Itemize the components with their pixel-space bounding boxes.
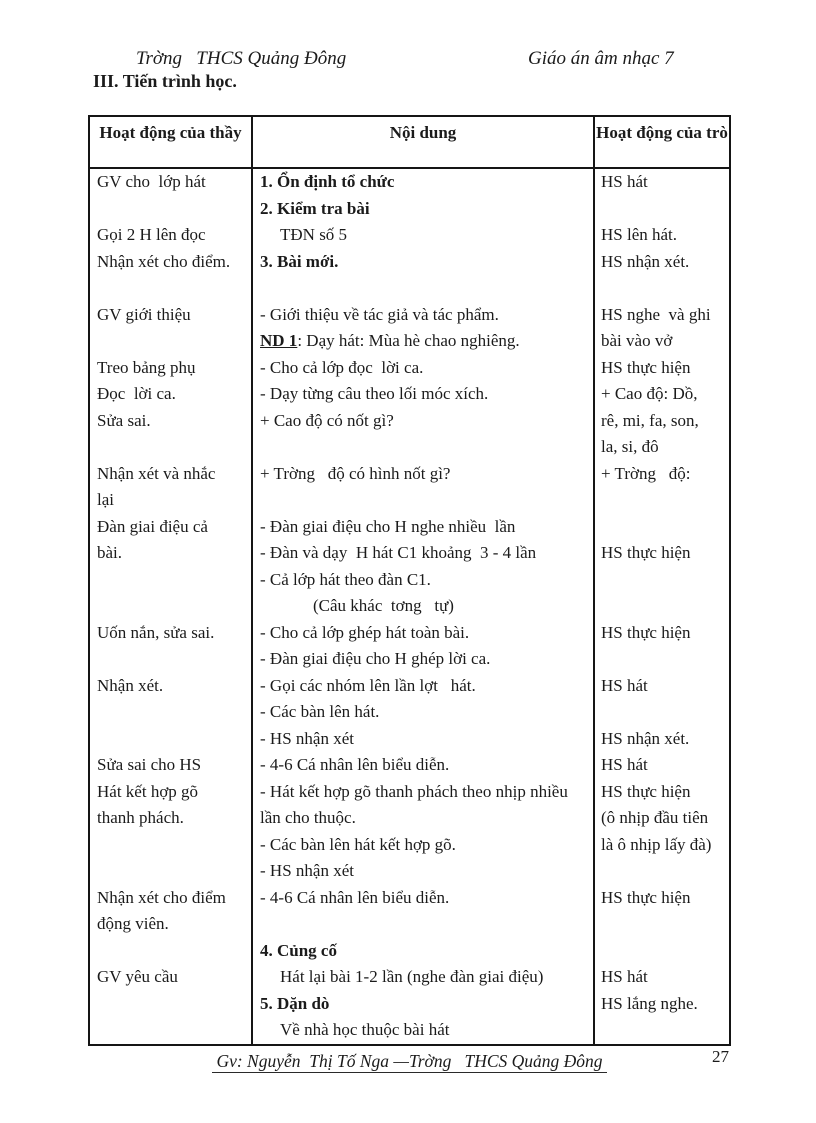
teacher-activity-cell (90, 593, 253, 620)
student-activity-cell: HS thực hiện (601, 543, 691, 562)
teacher-activity-cell: Nhận xét cho điểm (90, 885, 253, 912)
teacher-activity-cell: Nhận xét và nhắc (90, 461, 253, 488)
content-cell: - 4-6 Cá nhân lên biểu diễn. (253, 885, 595, 912)
student-activity-cell (595, 593, 729, 620)
table-row (90, 620, 729, 647)
table-row (90, 832, 729, 859)
column-header-student: Hoạt động của trò (596, 123, 728, 142)
content-cell: - Đàn giai điệu cho H nghe nhiều lần (253, 514, 595, 541)
student-activity-cell: la, si, đô (601, 437, 659, 456)
student-activity-cell: HS nghe và ghi (601, 304, 711, 324)
teacher-activity-cell: GV giới thiệu (90, 302, 253, 329)
student-activity-cell (595, 487, 729, 514)
table-row (90, 885, 729, 912)
table-row (90, 328, 729, 355)
content-cell: (Câu khác tơng tự) (253, 593, 595, 620)
student-activity-cell (595, 699, 729, 726)
teacher-activity-cell (90, 938, 253, 965)
table-row (90, 408, 729, 435)
student-activity-cell: HS thực hiện (601, 781, 691, 801)
student-activity-cell: bài vào vở (601, 331, 673, 350)
table-row (90, 567, 729, 594)
teacher-activity-cell (90, 275, 253, 302)
content-cell (253, 911, 595, 938)
student-activity-cell: rê, mi, fa, son, (601, 410, 699, 430)
student-activity-cell (595, 858, 729, 885)
table-row (90, 381, 729, 408)
teacher-activity-cell: GV yêu cầu (90, 964, 253, 991)
teacher-activity-cell: Đàn giai điệu cả (90, 514, 253, 541)
teacher-activity-cell: Sửa sai. (90, 408, 253, 435)
student-activity-cell: HS hát (601, 675, 648, 695)
student-activity-cell: HS hát (601, 172, 648, 191)
content-cell (253, 487, 595, 514)
footer-author-line: Gv: Nguyễn Thị Tố Nga —Trờng THCS Quảng Đông (212, 1051, 606, 1073)
teacher-activity-cell (90, 1017, 253, 1044)
content-cell: - Hát kết hợp gõ thanh phách theo nhịp nhiều (253, 779, 595, 806)
content-cell: TĐN số 5 (253, 222, 595, 249)
teacher-activity-cell (90, 196, 253, 223)
student-activity-cell: HS thực hiện (601, 357, 691, 377)
content-cell: 1. Ổn định tổ chức (253, 169, 595, 196)
student-activity-cell (595, 196, 729, 223)
teacher-activity-cell (90, 328, 253, 355)
table-row (90, 487, 729, 514)
student-activity-cell: HS lên hát. (601, 225, 678, 244)
student-activity-cell (595, 938, 729, 965)
student-activity-cell: + Trờng độ: (601, 463, 691, 483)
section-title: III. Tiến trình học. (93, 71, 237, 91)
content-cell: - Các bàn lên hát kết hợp gõ. (253, 832, 595, 859)
table-row (90, 858, 729, 885)
content-cell: - Gọi các nhóm lên lần lợt hát. (253, 673, 595, 700)
teacher-activity-cell (90, 858, 253, 885)
student-activity-cell: HS nhận xét. (601, 728, 690, 748)
table-row (90, 673, 729, 700)
table-row (90, 911, 729, 938)
table-row (90, 964, 729, 991)
teacher-activity-cell (90, 726, 253, 753)
student-activity-cell: HS thực hiện (601, 887, 691, 907)
teacher-activity-cell (90, 699, 253, 726)
table-row (90, 514, 729, 541)
teacher-activity-cell: Đọc lời ca. (90, 381, 253, 408)
teacher-activity-cell: lại (90, 487, 253, 514)
student-activity-cell: HS hát (601, 755, 648, 774)
content-cell: - Cả lớp hát theo đàn C1. (253, 567, 595, 594)
content-cell: - Cho cả lớp đọc lời ca. (253, 355, 595, 382)
table-row (90, 726, 729, 753)
content-cell: lần cho thuộc. (253, 805, 595, 832)
teacher-activity-cell (90, 434, 253, 461)
table-row (90, 938, 729, 965)
teacher-activity-cell: Nhận xét cho điểm. (90, 249, 253, 276)
content-cell (253, 434, 595, 461)
student-activity-cell (595, 514, 729, 541)
table-row (90, 249, 729, 276)
table-row (90, 991, 729, 1018)
school-name: Trờng THCS Quảng Đông (136, 48, 347, 69)
content-cell: + Cao độ có nốt gì? (253, 408, 595, 435)
content-cell (253, 275, 595, 302)
teacher-activity-cell: Treo bảng phụ (90, 355, 253, 382)
content-cell: - Các bàn lên hát. (253, 699, 595, 726)
teacher-activity-cell (90, 567, 253, 594)
table-header-row (90, 117, 729, 169)
table-row (90, 593, 729, 620)
table-row (90, 169, 729, 196)
lesson-activities-table (88, 115, 731, 1046)
content-cell: - HS nhận xét (253, 858, 595, 885)
content-cell: Hát lại bài 1-2 lần (nghe đàn giai điệu) (253, 964, 595, 991)
content-cell: 5. Dặn dò (253, 991, 595, 1018)
lesson-table-body (90, 169, 729, 1044)
student-activity-cell: + Cao độ: Dồ, (601, 384, 698, 403)
document-title: Giáo án âm nhạc 7 (528, 48, 674, 69)
content-underlined-heading: ND 1 (260, 331, 298, 350)
teacher-activity-cell (90, 646, 253, 673)
content-cell: - Dạy từng câu theo lối móc xích. (253, 381, 595, 408)
student-activity-cell: HS thực hiện (601, 622, 691, 642)
table-row (90, 275, 729, 302)
content-cell: 3. Bài mới. (253, 249, 595, 276)
teacher-activity-cell: bài. (90, 540, 253, 567)
teacher-activity-cell: Uốn nắn, sửa sai. (90, 620, 253, 647)
content-cell: - Cho cả lớp ghép hát toàn bài. (253, 620, 595, 647)
table-row (90, 699, 729, 726)
student-activity-cell (595, 1017, 729, 1044)
student-activity-cell (595, 911, 729, 938)
table-row (90, 434, 729, 461)
column-header-teacher: Hoạt động của thầy (90, 117, 253, 167)
student-activity-cell (595, 275, 729, 302)
student-activity-cell (595, 567, 729, 594)
content-cell: - Đàn giai điệu cho H ghép lời ca. (253, 646, 595, 673)
teacher-activity-cell (90, 991, 253, 1018)
content-cell: - 4-6 Cá nhân lên biểu diễn. (253, 752, 595, 779)
content-cell: Về nhà học thuộc bài hát (253, 1017, 595, 1044)
content-cell: + Trờng độ có hình nốt gì? (253, 461, 595, 488)
teacher-activity-cell: Hát kết hợp gõ (90, 779, 253, 806)
table-row (90, 779, 729, 806)
student-activity-cell: HS hát (601, 967, 648, 986)
table-row (90, 222, 729, 249)
teacher-activity-cell: Nhận xét. (90, 673, 253, 700)
content-cell: 2. Kiểm tra bài (253, 196, 595, 223)
page-number: 27 (712, 1047, 729, 1066)
table-row (90, 540, 729, 567)
content-cell: 4. Củng cố (253, 938, 595, 965)
teacher-activity-cell: thanh phách. (90, 805, 253, 832)
student-activity-cell (595, 646, 729, 673)
table-row (90, 646, 729, 673)
table-row (90, 461, 729, 488)
content-cell: - HS nhận xét (253, 726, 595, 753)
student-activity-cell: (ô nhịp đầu tiên (601, 808, 709, 827)
table-row (90, 805, 729, 832)
content-cell: - Giới thiệu về tác giả và tác phẩm. (253, 302, 595, 329)
table-row (90, 355, 729, 382)
table-row (90, 302, 729, 329)
teacher-activity-cell (90, 832, 253, 859)
student-activity-cell: HS nhận xét. (601, 251, 690, 271)
content-cell: - Đàn và dạy H hát C1 khoảng 3 - 4 lần (253, 540, 595, 567)
column-header-content: Nội dung (253, 117, 595, 167)
teacher-activity-cell: Sửa sai cho HS (90, 752, 253, 779)
page-footer (88, 1051, 731, 1072)
table-row (90, 1017, 729, 1044)
teacher-activity-cell: GV cho lớp hát (90, 169, 253, 196)
content-cell: ND 1: Dạy hát: Mùa hè chao nghiêng. (253, 328, 595, 355)
teacher-activity-cell: động viên. (90, 911, 253, 938)
teacher-activity-cell: Gọi 2 H lên đọc (90, 222, 253, 249)
table-row (90, 196, 729, 223)
student-activity-cell: là ô nhịp lấy đà) (601, 834, 712, 854)
table-row (90, 752, 729, 779)
student-activity-cell: HS lắng nghe. (601, 993, 698, 1013)
